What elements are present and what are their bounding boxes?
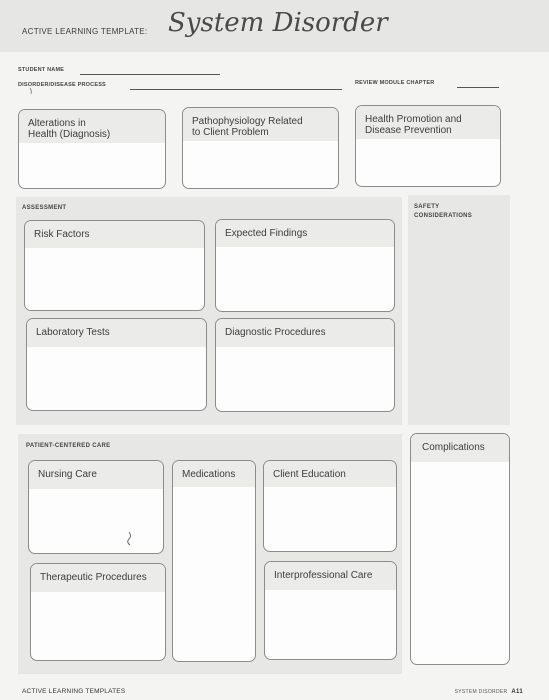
alterations-in-health-box[interactable] [18, 109, 166, 189]
interprofessional-care-label: Interprofessional Care [265, 562, 396, 590]
medications-box[interactable] [172, 460, 256, 662]
disorder-process-line[interactable] [130, 89, 342, 90]
complications-box[interactable] [410, 433, 510, 665]
therapeutic-procedures-label: Therapeutic Procedures [31, 564, 165, 592]
patient-centered-care-label: PATIENT-CENTERED CARE [26, 443, 111, 449]
client-education-box[interactable] [263, 460, 397, 552]
laboratory-tests-box[interactable] [26, 318, 207, 411]
complications-label: Complications [411, 434, 509, 462]
health-promotion-label: Health Promotion and Disease Prevention [356, 106, 500, 139]
diagnostic-procedures-label: Diagnostic Procedures [216, 319, 394, 347]
expected-findings-label: Expected Findings [216, 220, 394, 247]
nursing-care-box[interactable] [28, 460, 164, 554]
pencil-mark-icon [28, 87, 36, 95]
template-label: ACTIVE LEARNING TEMPLATE: [22, 27, 148, 36]
student-name-label: STUDENT NAME [18, 67, 65, 73]
disorder-process-label: DISORDER/DISEASE PROCESS [18, 82, 106, 88]
interprofessional-care-box[interactable] [264, 561, 397, 660]
therapeutic-procedures-box[interactable] [30, 563, 166, 661]
medications-label: Medications [173, 461, 255, 487]
page-number: A11 [511, 689, 523, 695]
pathophysiology-box[interactable] [182, 107, 339, 189]
page-title: System Disorder [168, 8, 388, 38]
handwritten-mark-icon [124, 530, 138, 548]
footer-section-label: SYSTEM DISORDER [454, 689, 508, 695]
safety-considerations-label: SAFETY CONSIDERATIONS [414, 204, 473, 219]
footer-left-label: ACTIVE LEARNING TEMPLATES [22, 688, 126, 695]
laboratory-tests-label: Laboratory Tests [27, 319, 206, 347]
client-education-label: Client Education [264, 461, 396, 487]
pathophysiology-label: Pathophysiology Related to Client Problem [183, 108, 338, 141]
student-name-line[interactable] [80, 74, 220, 75]
review-module-label: REVIEW MODULE CHAPTER [355, 80, 435, 86]
risk-factors-box[interactable] [24, 220, 205, 311]
health-promotion-box[interactable] [355, 105, 501, 187]
nursing-care-label: Nursing Care [29, 461, 163, 489]
assessment-section-label: ASSESSMENT [22, 205, 67, 211]
footer-right [455, 689, 523, 695]
diagnostic-procedures-box[interactable] [215, 318, 395, 412]
alterations-in-health-label: Alterations in Health (Diagnosis) [19, 110, 165, 143]
review-module-line[interactable] [457, 87, 499, 88]
safety-considerations-panel[interactable] [408, 195, 510, 425]
expected-findings-box[interactable] [215, 219, 395, 312]
risk-factors-label: Risk Factors [25, 221, 204, 248]
